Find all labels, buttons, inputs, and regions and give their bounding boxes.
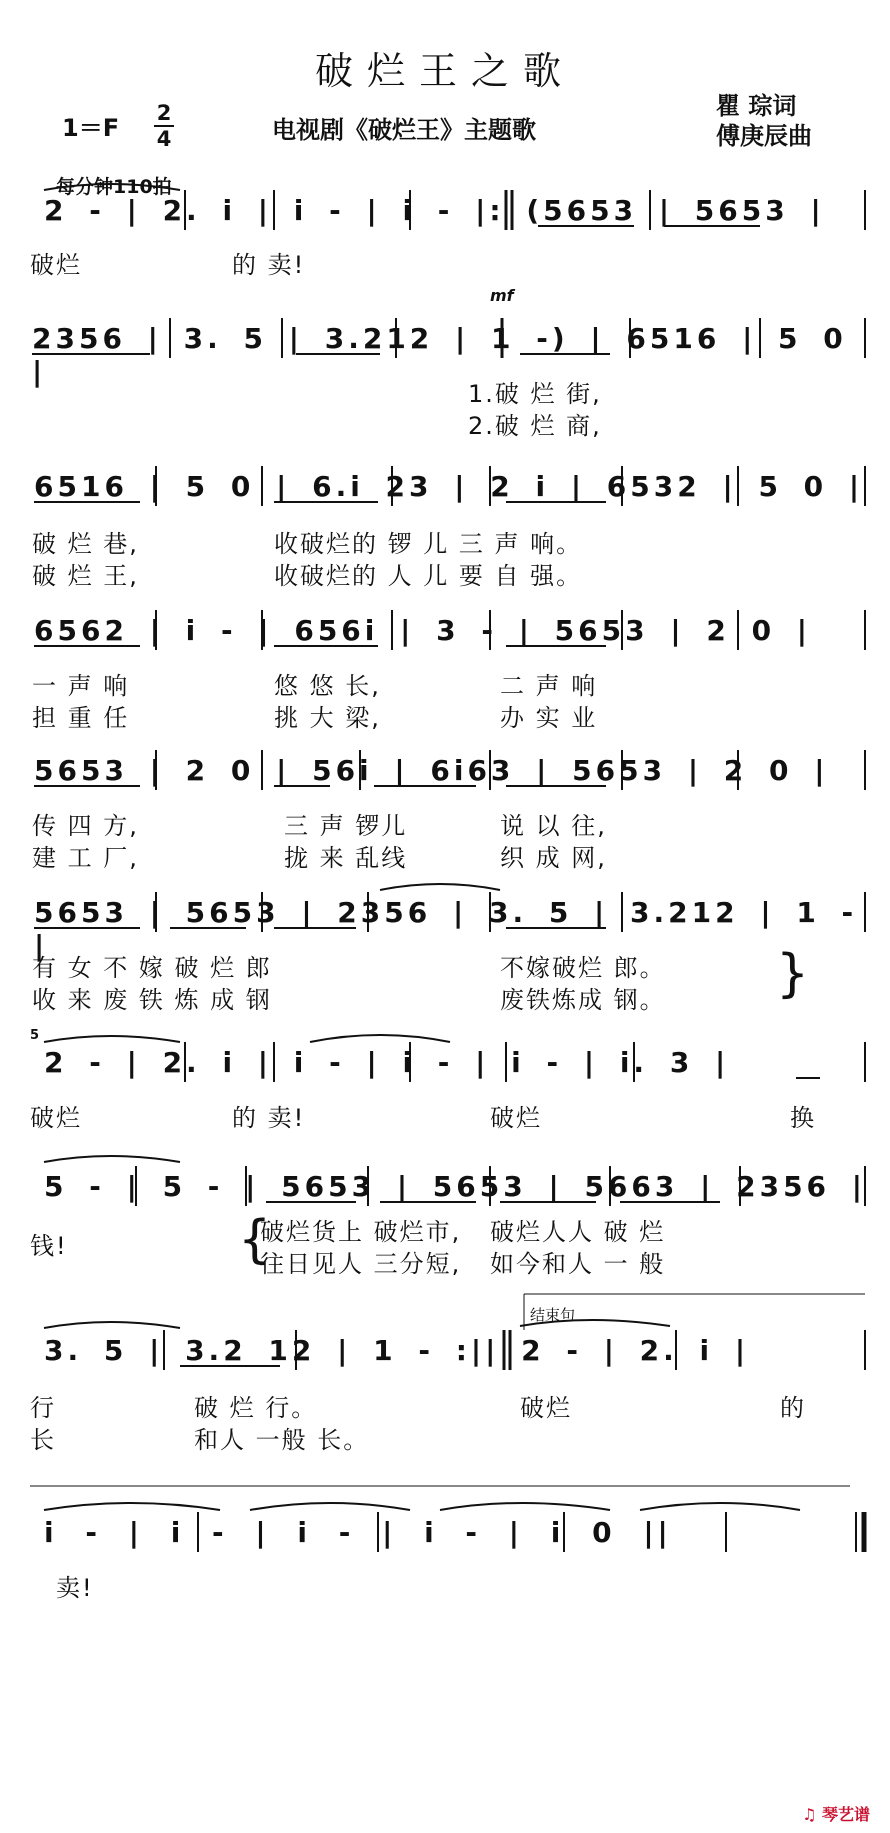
system-5-lyric-2a: 建 工 厂,	[32, 844, 139, 872]
system-1-lyric-1: 破烂	[30, 251, 82, 279]
system-2-lyric-1: 1.破 烂 街,	[468, 380, 602, 408]
system-4-lyric-2a: 担 重 任	[32, 704, 130, 732]
system-3-notes: 6516 | 5 0 | 6.i 23 | 2 i | 6532 | 5 0 |	[34, 470, 864, 503]
verse-brace-left-icon: {	[238, 1210, 272, 1270]
system-7-lyric-2: 的 卖!	[232, 1104, 306, 1132]
dynamic-marking: mf	[490, 286, 514, 305]
system-4-notes: 6562 | i - | 656i | 3 - | 5653 | 2 0 |	[34, 614, 812, 647]
grace-note-marker: 5	[30, 1028, 40, 1043]
system-4-lyric-1a: 一 声 响	[32, 672, 130, 700]
lyricist-credit: 瞿 琮词	[716, 92, 797, 120]
system-9-lyric-1b: 破 烂 行。	[194, 1394, 318, 1422]
system-9-lyric-2a: 长	[30, 1426, 56, 1454]
score-system-9	[30, 1330, 865, 1370]
ending-label: 结束句	[530, 1306, 576, 1324]
system-6-lyric-2b: 废铁炼成 钢。	[500, 986, 666, 1014]
system-5-lyric-1a: 传 四 方,	[32, 812, 139, 840]
system-8-lyric-1c: 破烂人人 破 烂	[490, 1218, 666, 1246]
score-system-5	[30, 750, 865, 790]
score-system-8	[30, 1166, 865, 1206]
system-9-lyric-2b: 和人 一般 长。	[194, 1426, 370, 1454]
meter-top: 2	[156, 101, 172, 125]
system-9-lyric-1a: 行	[30, 1394, 56, 1422]
score-system-1	[30, 190, 865, 230]
system-3-lyric-1a: 破 烂 巷,	[32, 530, 139, 558]
system-8-lyric-1a: 钱!	[30, 1232, 68, 1260]
logo-icon: ♫	[802, 1805, 822, 1824]
system-5-lyric-1b: 三 声 锣儿	[284, 812, 408, 840]
system-4-lyric-1c: 二 声 响	[500, 672, 598, 700]
score-system-10	[30, 1512, 865, 1552]
logo-text: 琴艺谱	[821, 1805, 870, 1824]
system-6-lyric-1a: 有 女 不 嫁 破 烂 郎	[32, 954, 272, 982]
score-system-6	[30, 892, 865, 962]
system-6-lyric-2a: 收 来 废 铁 炼 成 钢	[32, 986, 272, 1014]
system-8-lyric-1b: 破烂货上 破烂市,	[260, 1218, 462, 1246]
meter-bottom: 4	[156, 127, 172, 151]
system-7-lyric-4: 换	[790, 1104, 816, 1132]
system-8-lyric-2b: 如今和人 一 般	[490, 1250, 666, 1278]
system-1-notes: 2 - | 2. i | i - | i - |: (5653 | 5653 |	[44, 194, 825, 227]
system-8-notes: 5 - | 5 - | 5653 | 5653 | 5663 | 2356 |	[44, 1170, 867, 1203]
system-7-notes: 2 - | 2. i | i - | i - | i - | i. 3 |	[44, 1046, 730, 1079]
time-signature	[154, 102, 174, 150]
system-6-notes: 5653 | 5653 | 2356 | 3. 5 | 3.212 | 1 - |	[34, 896, 858, 962]
system-10-lyric-1: 卖!	[56, 1574, 94, 1602]
score-system-3	[30, 466, 865, 506]
song-subtitle: 电视剧《破烂王》主题歌	[272, 116, 536, 144]
system-5-lyric-2c: 织 成 网,	[500, 844, 607, 872]
system-2-lyric-2: 2.破 烂 商,	[468, 412, 602, 440]
system-7-lyric-1: 破烂	[30, 1104, 82, 1132]
composer-credit: 傅庚辰曲	[716, 122, 812, 150]
system-4-lyric-2c: 办 实 业	[500, 704, 598, 732]
score-system-2	[30, 318, 865, 388]
system-3-lyric-2b: 收破烂的 人 儿 要 自 强。	[274, 562, 583, 590]
system-1-lyric-2: 的 卖!	[232, 251, 306, 279]
system-3-lyric-1b: 收破烂的 锣 儿 三 声 响。	[274, 530, 583, 558]
song-title: 破烂王之歌	[314, 49, 575, 93]
verse-brace-icon: }	[776, 944, 810, 1004]
system-5-lyric-2b: 拢 来 乱线	[284, 844, 408, 872]
system-4-lyric-2b: 挑 大 梁,	[274, 704, 381, 732]
system-3-lyric-2a: 破 烂 王,	[32, 562, 139, 590]
key-signature: 1＝F	[62, 114, 120, 142]
system-6-lyric-1b: 不嫁破烂 郎。	[500, 954, 666, 982]
system-5-lyric-1c: 说 以 往,	[500, 812, 607, 840]
system-9-notes: 3. 5 | 3.2 12 | 1 - :|| 2 - | 2. i |	[44, 1334, 750, 1367]
system-5-notes: 5653 | 2 0 | 56i | 6i63 | 5653 | 2 0 |	[34, 754, 829, 787]
score-system-7	[30, 1042, 865, 1082]
tempo-marking: 每分钟110拍	[56, 176, 172, 198]
system-4-lyric-1b: 悠 悠 长,	[274, 672, 381, 700]
system-9-lyric-1d: 的	[780, 1394, 806, 1422]
system-8-lyric-2a: 往日见人 三分短,	[260, 1250, 462, 1278]
system-9-lyric-1c: 破烂	[520, 1394, 572, 1422]
system-2-notes: 2356 | 3. 5 | 3.212 | 1 -) | 6516 | 5 0 |	[32, 322, 847, 388]
score-system-4	[30, 610, 865, 650]
system-10-notes: i - | i - | i - | i - | i 0 ||	[44, 1516, 672, 1549]
site-logo	[802, 1802, 870, 1825]
system-7-lyric-3: 破烂	[490, 1104, 542, 1132]
